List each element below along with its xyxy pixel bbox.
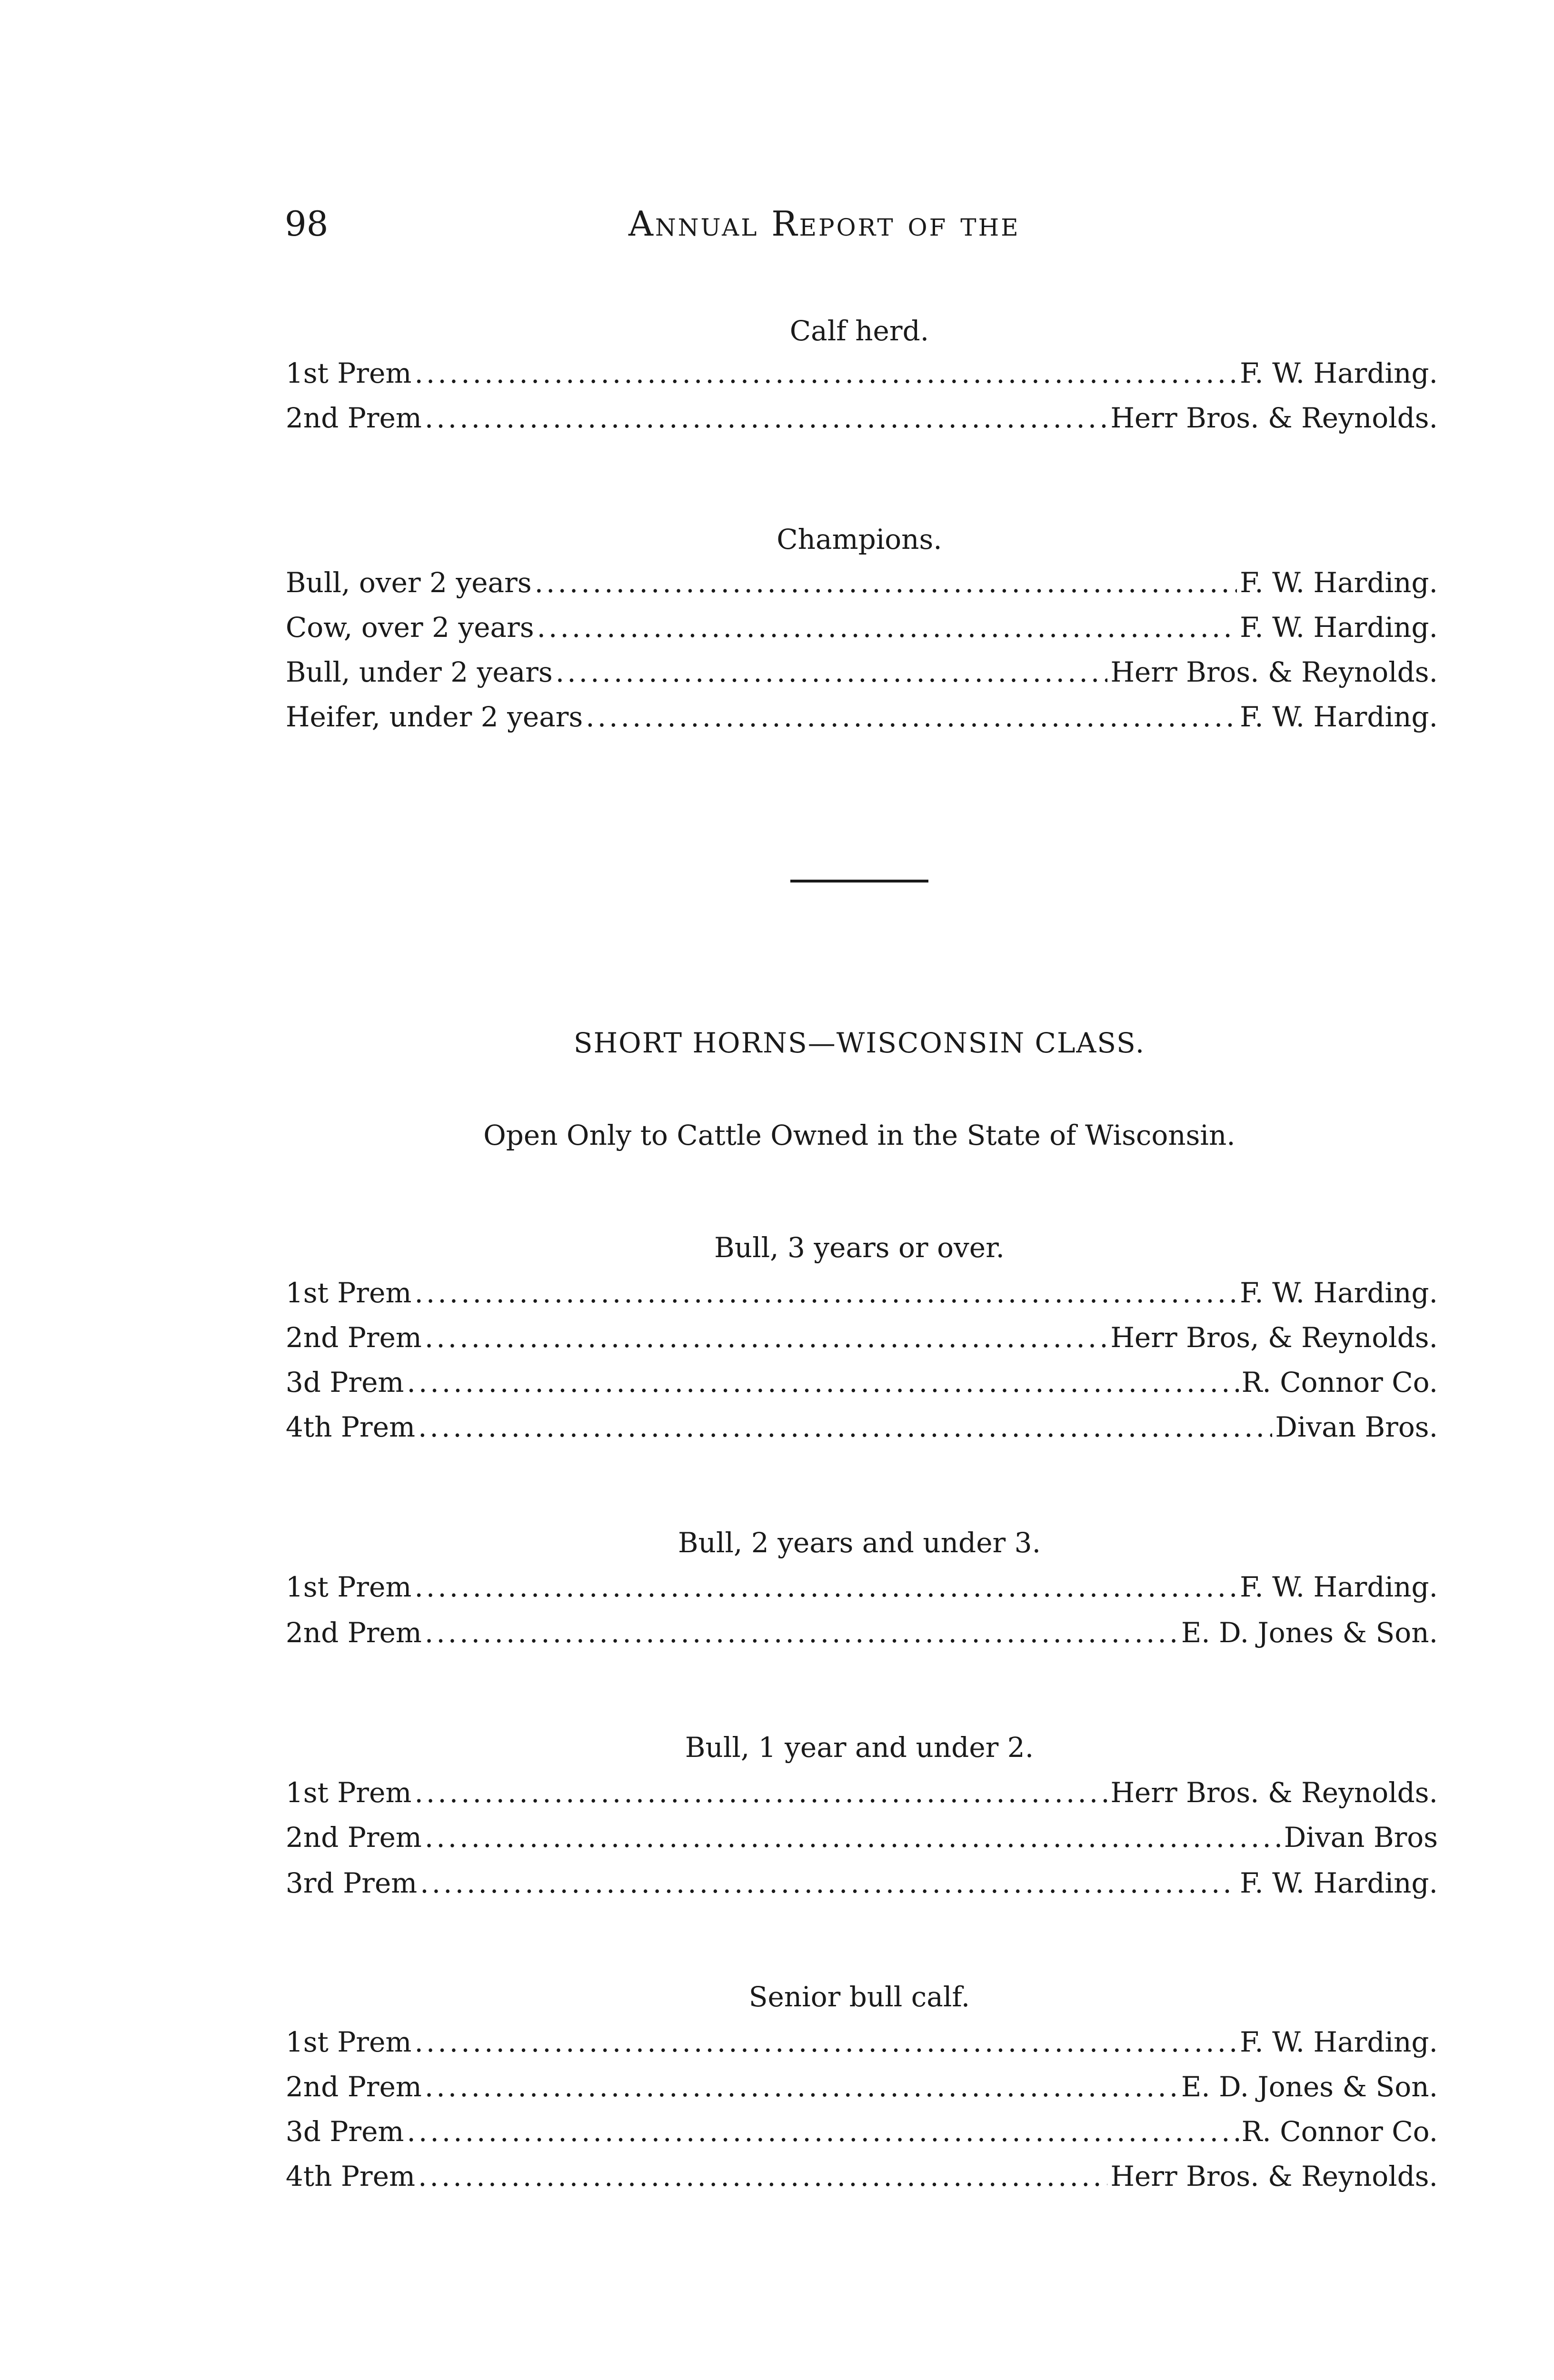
dot-leader xyxy=(535,565,1237,600)
dot-leader xyxy=(425,1320,1107,1355)
entry-winner: F. W. Harding. xyxy=(1240,2026,1438,2058)
dot-leader xyxy=(407,2114,1239,2149)
entry-winner: R. Connor Co. xyxy=(1241,1366,1438,1398)
entry-winner: Herr Bros, & Reynolds. xyxy=(1110,1321,1438,1354)
list-item xyxy=(286,700,1438,734)
entry-label: 3d Prem xyxy=(286,2115,404,2148)
entry-winner: E. D. Jones & Son. xyxy=(1181,2071,1438,2103)
dot-leader xyxy=(414,1775,1107,1810)
list-item xyxy=(286,2025,1438,2059)
entry-winner: Herr Bros. & Reynolds. xyxy=(1110,1776,1438,1809)
entry-winner: F. W. Harding. xyxy=(1240,611,1438,644)
wisconsin-class-subtitle: Open Only to Cattle Owned in the State of Wisconsin. xyxy=(483,1119,1235,1151)
entry-label: 3rd Prem xyxy=(286,1867,418,1899)
entry-winner: F. W. Harding. xyxy=(1240,566,1438,599)
entry-label: 1st Prem xyxy=(286,357,412,389)
list-item xyxy=(286,2070,1438,2104)
dot-leader xyxy=(420,1866,1237,1900)
list-item xyxy=(286,1775,1438,1810)
list-item xyxy=(286,1410,1438,1444)
entry-label: 3d Prem xyxy=(286,1366,404,1398)
entry-label: 4th Prem xyxy=(286,2160,416,2192)
list-item xyxy=(286,401,1438,435)
list-item xyxy=(286,356,1438,390)
list-item xyxy=(286,1866,1438,1900)
list-item xyxy=(286,610,1438,645)
entry-winner: E. D. Jones & Son. xyxy=(1181,1616,1438,1649)
dot-leader xyxy=(556,655,1108,689)
entry-winner: Herr Bros. & Reynolds. xyxy=(1110,2160,1438,2192)
entry-winner: Divan Bros xyxy=(1284,1821,1438,1854)
calf-herd-heading: Calf herd. xyxy=(789,315,929,347)
section-divider xyxy=(790,880,928,883)
entry-winner: F. W. Harding. xyxy=(1240,357,1438,389)
list-item xyxy=(286,1820,1438,1854)
entry-winner: F. W. Harding. xyxy=(1240,701,1438,733)
entry-winner: Herr Bros. & Reynolds. xyxy=(1110,402,1438,434)
bull-3-years-heading: Bull, 3 years or over. xyxy=(714,1231,1005,1264)
entry-label: Cow, over 2 years xyxy=(286,611,534,644)
entry-label: 1st Prem xyxy=(286,2026,412,2058)
dot-leader xyxy=(425,1616,1178,1650)
list-item xyxy=(286,1570,1438,1604)
list-item xyxy=(286,1276,1438,1310)
bull-2-years-heading: Bull, 2 years and under 3. xyxy=(677,1527,1041,1559)
list-item xyxy=(286,1616,1438,1650)
bull-1-year-heading: Bull, 1 year and under 2. xyxy=(685,1731,1034,1764)
entry-label: 1st Prem xyxy=(286,1776,412,1809)
senior-bull-calf-heading: Senior bull calf. xyxy=(748,1981,970,2013)
entry-winner: Herr Bros. & Reynolds. xyxy=(1110,656,1438,688)
dot-leader xyxy=(425,401,1107,435)
champions-heading: Champions. xyxy=(777,523,942,555)
entry-label: Bull, over 2 years xyxy=(286,566,532,599)
dot-leader xyxy=(418,1410,1272,1444)
list-item xyxy=(286,565,1438,600)
entry-winner: F. W. Harding. xyxy=(1240,1571,1438,1603)
list-item xyxy=(286,1320,1438,1355)
entry-label: 2nd Prem xyxy=(286,1321,422,1354)
dot-leader xyxy=(407,1365,1239,1399)
entry-winner: F. W. Harding. xyxy=(1240,1867,1438,1899)
dot-leader xyxy=(414,1570,1237,1604)
dot-leader xyxy=(414,1276,1237,1310)
running-head: Annual Report of the xyxy=(628,204,1020,244)
page-number: 98 xyxy=(285,204,329,244)
entry-label: 1st Prem xyxy=(286,1571,412,1603)
dot-leader xyxy=(414,356,1237,390)
dot-leader xyxy=(425,2070,1178,2104)
entry-label: 2nd Prem xyxy=(286,2071,422,2103)
dot-leader xyxy=(586,700,1237,734)
dot-leader xyxy=(425,1820,1281,1854)
entry-label: 2nd Prem xyxy=(286,1821,422,1854)
list-item xyxy=(286,1365,1438,1399)
entry-label: 2nd Prem xyxy=(286,402,422,434)
list-item xyxy=(286,2114,1438,2149)
dot-leader xyxy=(418,2159,1107,2193)
entry-label: 2nd Prem xyxy=(286,1616,422,1649)
dot-leader xyxy=(537,610,1237,645)
entry-label: 4th Prem xyxy=(286,1411,416,1443)
dot-leader xyxy=(414,2025,1237,2059)
wisconsin-class-title: SHORT HORNS—WISCONSIN CLASS. xyxy=(573,1027,1146,1059)
list-item xyxy=(286,655,1438,689)
list-item xyxy=(286,2159,1438,2193)
entry-winner: Divan Bros. xyxy=(1275,1411,1438,1443)
entry-winner: F. W. Harding. xyxy=(1240,1277,1438,1309)
entry-label: Heifer, under 2 years xyxy=(286,701,583,733)
entry-label: 1st Prem xyxy=(286,1277,412,1309)
entry-winner: R. Connor Co. xyxy=(1241,2115,1438,2148)
entry-label: Bull, under 2 years xyxy=(286,656,553,688)
